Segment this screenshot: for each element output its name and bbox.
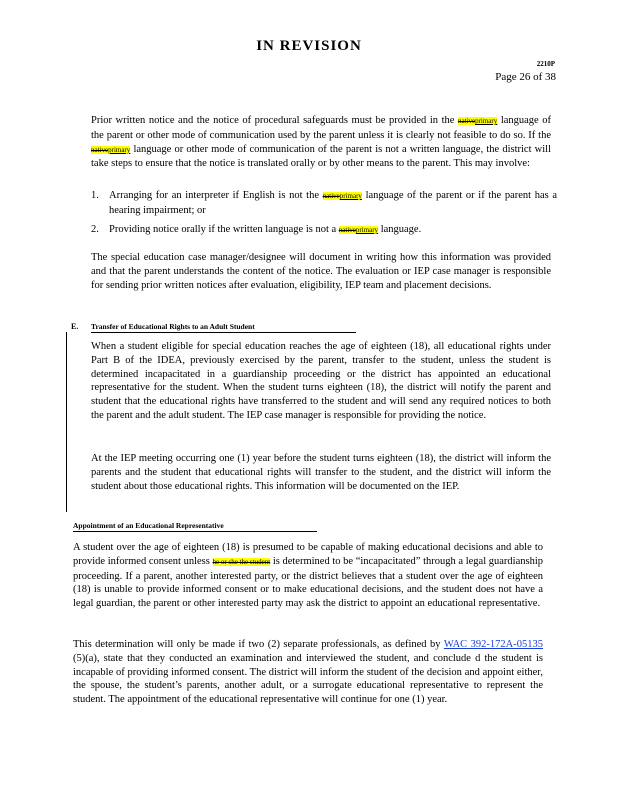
section-heading-transfer-of-rights: Transfer of Educational Rights to an Adult Student [91,322,356,333]
appointment-paragraph-2: This determination will only be made if two (2) separate professionals, as defined by WAC 392-172A-05135 (5)(a), state that they conducted an examination and interviewed the student, and conclude d the student is incapable of providing informed consent. The district will inform the student of the decision and appoint either, the spouse, the student’s parents, another adult, or a surrogate educational representative to represent the student. The appointment of the educational representative will continue for one (1) year. [73,639,543,706]
list-item: 2. Providing notice orally if the written language is not a nativeprimary language. [91,224,422,235]
struck-text: native [338,226,356,234]
wac-link[interactable]: WAC 392-172A-05135 [443,639,543,650]
appointment-paragraph-1: A student over the age of eighteen (18) is presumed to be capable of making educational decisions and able to provide informed consent unless he or she the student is determined to be “incapacitated” through a legal guardianship proceeding. If a parent, another interested party, or the district believes that a student over the age of eighteen (18) is unable to provide informed consent or to make educational decisions, and the student does not have a legal guardian, the parent or other interested party may ask the district to appoint an educational representative. [73,542,544,610]
inserted-text: primary [339,192,362,200]
inserted-text: primary [355,226,379,234]
inserted-text: primary [108,145,131,154]
document-title: IN REVISION [256,38,362,54]
struck-text: native [457,117,476,125]
inserted-text: primary [475,117,498,125]
section-heading-educational-representative: Appointment of an Educational Representative [73,521,317,532]
revision-bar [66,332,67,512]
notice-paragraph-2: The special education case manager/designee will document in writing how this information was provided and that the parent understands the content of the notice. The evaluation or IEP case manager is responsible for sending prior written notices after evaluation, eligibility, IEP team and placement decisions. [91,252,551,291]
struck-text: native [322,192,340,200]
list-item: 1. Arranging for an interpreter if English is not the nativeprimary language of the parent or if the parent has a hearing impairment; or [91,190,558,216]
transfer-paragraph-2: At the IEP meeting occurring one (1) year before the student turns eighteen (18), the district will inform the parents and the student that educational rights will transfer to the student, and the district will inform the student about those educational rights. This information will be documented on the IEP. [91,453,551,492]
transfer-paragraph-1: When a student eligible for special education reaches the age of eighteen (18), all educational rights under Part B of the IDEA, previously exercised by the parent, transfer to the student, unless the student is determined incapacitated in a guardianship proceeding or the district has appointed an educational representative for the student. When the student turns eighteen (18), the district will notify the parent and student that the educational rights have transferred to the student and will send any required notices to both the parent and the adult student. The IEP case manager is responsible for providing the notice. [91,341,551,421]
notice-paragraph-1: Prior written notice and the notice of procedural safeguards must be provided in the nativeprimary language of the parent or other mode of communication used by the parent unless it is clearly not feasible to do so. If the nativeprimary language or other mode of communication of the parent is not a written language, the district will take steps to ensure that the notice is translated orally or by other means to the parent. This may involve: [91,115,552,170]
document-number: 2210P [536,60,555,68]
page-number: Page 26 of 38 [495,71,556,83]
struck-text: he or she the student [212,557,271,566]
section-letter: E. [71,322,79,331]
struck-text: native [91,145,109,154]
